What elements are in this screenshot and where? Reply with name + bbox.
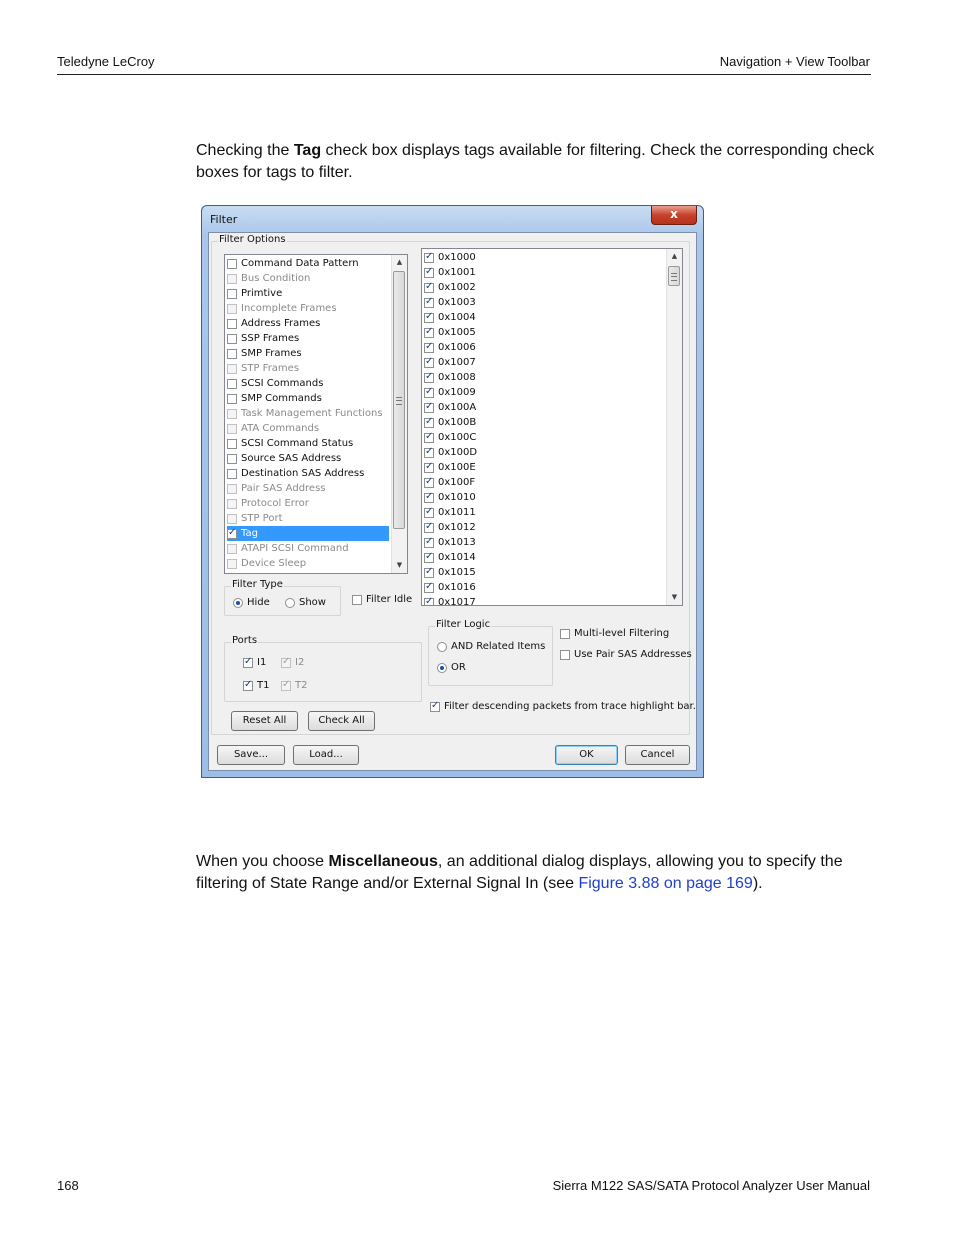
tags-scrollbar[interactable] <box>666 249 682 605</box>
filter-idle-label: Filter Idle <box>366 594 413 605</box>
filter-option-item[interactable] <box>227 286 389 301</box>
tag-label: 0x1013 <box>438 537 476 548</box>
tag-item[interactable] <box>424 505 476 520</box>
filter-option-label: Destination SAS Address <box>241 468 365 479</box>
filter-option-item[interactable] <box>227 361 389 376</box>
tag-item[interactable] <box>424 445 477 460</box>
checkbox-icon[interactable] <box>227 469 237 479</box>
checkbox-icon[interactable] <box>227 304 237 314</box>
header-company: Teledyne LeCroy <box>57 54 155 69</box>
checkbox-icon[interactable] <box>424 508 434 518</box>
checkbox-icon[interactable] <box>424 343 434 353</box>
misc-text-1: When you choose <box>196 853 329 870</box>
tag-label: 0x1015 <box>438 567 476 578</box>
tag-label: 0x1014 <box>438 552 476 563</box>
filter-option-item[interactable] <box>227 496 389 511</box>
checkbox-icon[interactable] <box>227 364 237 374</box>
tag-label: 0x1017 <box>438 597 476 606</box>
tag-label: 0x1010 <box>438 492 476 503</box>
use-pair-label: Use Pair SAS Addresses <box>574 649 692 660</box>
checkbox-icon <box>243 658 253 668</box>
header-rule <box>57 74 871 75</box>
checkbox-icon[interactable] <box>424 568 434 578</box>
tag-item[interactable] <box>424 580 476 595</box>
filter-option-item[interactable] <box>227 346 389 361</box>
tag-label: 0x1004 <box>438 312 476 323</box>
checkbox-icon[interactable] <box>424 328 434 338</box>
header-section: Navigation + View Toolbar <box>719 54 870 69</box>
tag-item[interactable] <box>424 280 476 295</box>
use-pair-checkbox[interactable] <box>560 649 692 660</box>
tag-label: 0x1000 <box>438 252 476 263</box>
filter-option-label: Primtive <box>241 288 283 299</box>
tag-item[interactable] <box>424 430 476 445</box>
misc-paragraph <box>196 851 876 895</box>
filter-option-item[interactable] <box>227 511 389 526</box>
filter-option-label: Protocol Error <box>241 498 309 509</box>
checkbox-icon[interactable] <box>227 484 237 494</box>
tag-item[interactable] <box>424 475 475 490</box>
filter-option-label: SMP Commands <box>241 393 322 404</box>
intro-text-1: Checking the <box>196 142 294 159</box>
checkbox-icon[interactable] <box>424 253 434 263</box>
tag-label: 0x1007 <box>438 357 476 368</box>
footer-title: Sierra M122 SAS/SATA Protocol Analyzer User Manual <box>552 1178 870 1193</box>
checkbox-icon[interactable] <box>424 433 434 443</box>
tag-item[interactable] <box>424 250 476 265</box>
filter-option-item[interactable] <box>227 466 389 481</box>
filter-option-label: Task Management Functions <box>241 408 383 419</box>
scroll-down-icon[interactable]: ▼ <box>396 561 403 569</box>
checkbox-icon[interactable] <box>424 538 434 548</box>
checkbox-icon[interactable] <box>424 493 434 503</box>
filter-options-list[interactable] <box>224 254 408 574</box>
filter-logic-label: Filter Logic <box>436 619 491 630</box>
or-radio[interactable] <box>437 662 466 673</box>
checkbox-icon[interactable] <box>424 523 434 533</box>
filter-option-item[interactable] <box>227 391 389 406</box>
checkbox-icon[interactable] <box>424 463 434 473</box>
filter-option-item[interactable] <box>227 481 389 496</box>
port-t2-checkbox[interactable] <box>281 680 307 691</box>
checkbox-icon <box>352 595 362 605</box>
filter-option-item[interactable] <box>227 526 389 541</box>
filter-option-label: Address Frames <box>241 318 321 329</box>
port-label: T1 <box>257 680 270 691</box>
checkbox-icon[interactable] <box>424 448 434 458</box>
filter-option-item[interactable] <box>227 331 389 346</box>
tag-item[interactable] <box>424 355 476 370</box>
figure-link[interactable]: Figure 3.88 on page 169 <box>578 875 753 892</box>
tag-item[interactable] <box>424 295 476 310</box>
tag-item[interactable] <box>424 400 476 415</box>
checkbox-icon[interactable] <box>227 319 237 329</box>
tag-label: 0x100D <box>438 447 478 458</box>
filter-option-item[interactable] <box>227 541 389 556</box>
port-label: I2 <box>295 657 305 668</box>
checkbox-icon[interactable] <box>227 559 237 569</box>
tag-label: 0x1002 <box>438 282 476 293</box>
checkbox-icon[interactable] <box>227 544 237 554</box>
filter-dialog <box>201 205 704 778</box>
tag-item[interactable] <box>424 595 476 606</box>
filter-option-item[interactable] <box>227 316 389 331</box>
filter-option-label: ATA Commands <box>241 423 320 434</box>
checkbox-icon[interactable] <box>424 418 434 428</box>
tag-label: 0x1012 <box>438 522 476 533</box>
tag-item[interactable] <box>424 535 476 550</box>
checkbox-icon <box>430 702 440 712</box>
checkbox-icon[interactable] <box>227 379 237 389</box>
tag-item[interactable] <box>424 385 476 400</box>
checkbox-icon[interactable] <box>227 289 237 299</box>
tag-item[interactable] <box>424 265 476 280</box>
scroll-thumb[interactable] <box>393 271 405 529</box>
tag-label: 0x100B <box>438 417 477 428</box>
filter-option-label: Incomplete Frames <box>241 303 337 314</box>
checkbox-icon[interactable] <box>227 274 237 284</box>
dialog-title: Filter <box>210 213 238 226</box>
filter-option-label: Tag <box>241 528 258 539</box>
checkbox-icon[interactable] <box>424 283 434 293</box>
close-button[interactable] <box>651 206 697 225</box>
filter-option-label: SMP Frames <box>241 348 302 359</box>
tag-label: 0x1005 <box>438 327 476 338</box>
filter-option-label: SCSI Command Status <box>241 438 354 449</box>
ports-label: Ports <box>232 635 258 646</box>
reset-all-button[interactable]: Reset All <box>231 711 298 731</box>
checkbox-icon[interactable] <box>424 358 434 368</box>
and-radio[interactable] <box>437 641 545 652</box>
checkbox-icon <box>243 681 253 691</box>
filter-option-label: Command Data Pattern <box>241 258 359 269</box>
checkbox-icon[interactable] <box>424 553 434 563</box>
tag-item[interactable] <box>424 310 476 325</box>
checkbox-icon[interactable] <box>227 499 237 509</box>
checkbox-icon[interactable] <box>424 403 434 413</box>
filter-options-label: Filter Options <box>219 234 286 245</box>
filter-option-label: STP Frames <box>241 363 300 374</box>
misc-bold: Miscellaneous <box>328 853 438 870</box>
misc-text-3: ). <box>752 875 763 892</box>
filter-type-group <box>224 579 341 616</box>
tag-list[interactable] <box>421 248 683 606</box>
tag-label: 0x1003 <box>438 297 476 308</box>
options-scrollbar[interactable] <box>391 255 407 573</box>
checkbox-icon[interactable] <box>424 388 434 398</box>
filter-option-item[interactable] <box>227 256 389 271</box>
show-label: Show <box>299 597 326 608</box>
port-label: I1 <box>257 657 267 668</box>
check-all-button[interactable]: Check All <box>308 711 375 731</box>
checkbox-icon[interactable] <box>424 268 434 278</box>
filter-option-item[interactable] <box>227 406 389 421</box>
checkbox-icon[interactable] <box>424 373 434 383</box>
checkbox-icon[interactable] <box>424 313 434 323</box>
tag-item[interactable] <box>424 415 476 430</box>
filter-option-label: Source SAS Address <box>241 453 342 464</box>
tag-label: 0x1016 <box>438 582 476 593</box>
close-icon: x <box>670 207 678 221</box>
checkbox-icon[interactable] <box>424 583 434 593</box>
or-label: OR <box>451 662 466 673</box>
show-radio[interactable] <box>285 597 326 608</box>
filter-option-item[interactable] <box>227 556 389 571</box>
intro-bold: Tag <box>293 142 322 159</box>
multi-level-label: Multi-level Filtering <box>574 628 670 639</box>
and-label: AND Related Items <box>451 641 546 652</box>
filter-option-label: SCSI Commands <box>241 378 324 389</box>
tag-item[interactable] <box>424 460 476 475</box>
checkbox-icon[interactable] <box>227 394 237 404</box>
tag-label: 0x1006 <box>438 342 476 353</box>
checkbox-icon <box>560 629 570 639</box>
misc-text-2: , an additional dialog displays, allowing you to specify the filtering of State Range and/or External Signal In (see <box>196 853 843 892</box>
filter-logic-group <box>428 619 553 686</box>
tag-item[interactable] <box>424 370 476 385</box>
filter-options-group <box>211 234 696 735</box>
checkbox-icon[interactable] <box>227 454 237 464</box>
radio-icon <box>233 598 243 608</box>
radio-icon <box>437 663 447 673</box>
radio-icon <box>285 598 295 608</box>
filter-option-item[interactable] <box>227 301 389 316</box>
page-number: 168 <box>57 1178 79 1193</box>
filter-option-label: Device Sleep <box>241 558 307 569</box>
tag-item[interactable] <box>424 490 476 505</box>
checkbox-icon[interactable] <box>227 439 237 449</box>
tag-item[interactable] <box>424 325 476 340</box>
radio-icon <box>437 642 447 652</box>
port-t1-checkbox[interactable] <box>243 680 269 691</box>
scroll-thumb[interactable] <box>668 266 680 286</box>
port-label: T2 <box>295 680 308 691</box>
checkbox-icon[interactable] <box>227 424 237 434</box>
hide-label: Hide <box>247 597 270 608</box>
dialog-client <box>208 232 697 771</box>
filter-option-label: Pair SAS Address <box>241 483 326 494</box>
port-i1-checkbox[interactable] <box>243 657 266 668</box>
hide-radio[interactable] <box>233 597 270 608</box>
tag-item[interactable] <box>424 550 476 565</box>
checkbox-icon[interactable] <box>227 529 237 539</box>
save-button[interactable]: Save... <box>217 745 285 765</box>
checkbox-icon[interactable] <box>424 478 434 488</box>
scroll-down-icon[interactable]: ▼ <box>671 593 678 601</box>
checkbox-icon[interactable] <box>227 259 237 269</box>
filter-idle-checkbox[interactable] <box>352 594 412 605</box>
filter-option-item[interactable] <box>227 451 389 466</box>
filter-option-item[interactable] <box>227 436 389 451</box>
checkbox-icon[interactable] <box>227 334 237 344</box>
tag-item[interactable] <box>424 565 476 580</box>
checkbox-icon[interactable] <box>424 598 434 607</box>
tag-label: 0x100E <box>438 462 476 473</box>
filter-option-item[interactable] <box>227 271 389 286</box>
load-button[interactable]: Load... <box>293 745 359 765</box>
checkbox-icon <box>281 658 291 668</box>
filter-option-item[interactable] <box>227 421 389 436</box>
port-i2-checkbox[interactable] <box>281 657 304 668</box>
intro-paragraph <box>196 140 876 184</box>
checkbox-icon[interactable] <box>424 298 434 308</box>
tag-label: 0x100F <box>438 477 476 488</box>
multi-level-checkbox[interactable] <box>560 628 669 639</box>
scroll-up-icon[interactable]: ▲ <box>396 258 403 266</box>
ports-group <box>224 635 422 702</box>
tag-label: 0x1011 <box>438 507 476 518</box>
tag-item[interactable] <box>424 520 476 535</box>
tag-label: 0x1001 <box>438 267 476 278</box>
cancel-button[interactable]: Cancel <box>625 745 690 765</box>
tag-label: 0x1008 <box>438 372 476 383</box>
tag-item[interactable] <box>424 340 476 355</box>
checkbox-icon[interactable] <box>227 349 237 359</box>
checkbox-icon <box>281 681 291 691</box>
filter-option-label: ATAPI SCSI Command <box>241 543 349 554</box>
tag-label: 0x100C <box>438 432 477 443</box>
filter-descending-label: Filter descending packets from trace highlight bar. <box>444 701 696 712</box>
intro-text-2: check box displays tags available for filtering. Check the corresponding check boxes for tags to filter. <box>196 142 875 181</box>
checkbox-icon[interactable] <box>227 514 237 524</box>
ok-button[interactable]: OK <box>555 745 618 765</box>
filter-option-label: SSP Frames <box>241 333 300 344</box>
scroll-up-icon[interactable]: ▲ <box>671 252 678 260</box>
checkbox-icon[interactable] <box>227 409 237 419</box>
tag-label: 0x100A <box>438 402 477 413</box>
filter-option-label: STP Port <box>241 513 283 524</box>
checkbox-icon <box>560 650 570 660</box>
filter-option-label: Bus Condition <box>241 273 311 284</box>
filter-option-item[interactable] <box>227 376 389 391</box>
filter-descending-checkbox[interactable] <box>430 701 696 712</box>
filter-type-label: Filter Type <box>232 579 283 590</box>
tag-label: 0x1009 <box>438 387 476 398</box>
